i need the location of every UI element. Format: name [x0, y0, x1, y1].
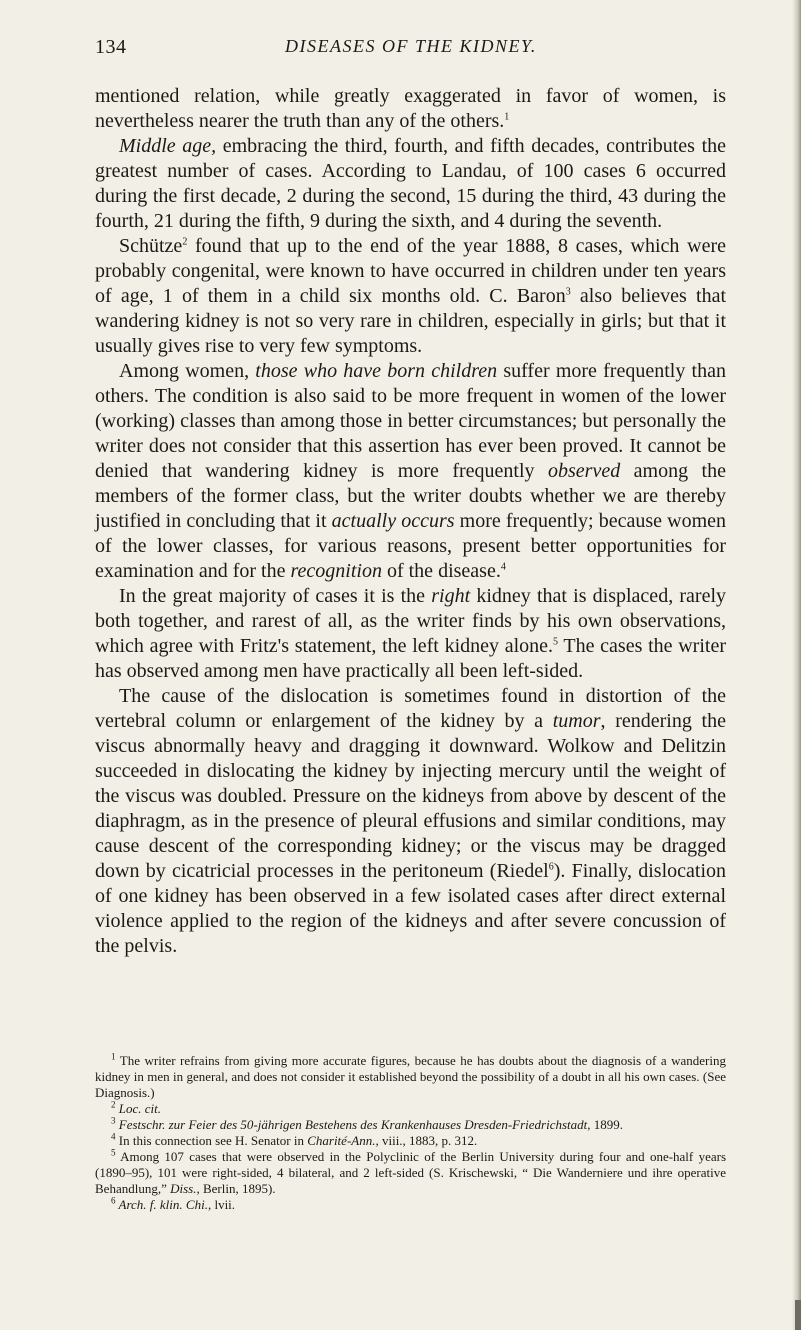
footnote: $^5$ Among 107 cases that were observed in the Polyclinic of the Berlin University during four and one-half years (1890–95), 101 were right-sided, 4 bilateral, and 2 left-sided (S. Krischewski, “ Die Wanderniere und ihre operative Behandlung,” Diss., Berlin, 1895).	[95, 1147, 726, 1196]
footnote: $^3$ Festschr. zur Feier des 50-jährigen Bestehens des Krankenhauses Dresden-Friedrichstadt, 1899.	[111, 1115, 624, 1132]
paragraph: Among women, those who have born children suffer more frequently than others. The condition is also said to be more frequent in women of the lower (working) classes than among those in better circumstances; but personally the writer does not consider that this assertion has ever been proved. It cannot be denied that wandering kidney is more frequently observed among the members of the former class, but the writer doubts whether we are thereby justified in concluding that it actually occurs more frequently; because women of the lower classes, for various reasons, present better opportunities for examination and for the recognition of the disease.$^4$	[95, 360, 726, 582]
footnote: $^1$ The writer refrains from giving more accurate figures, because he has doubts about the diagnosis of a wandering kidney in men in general, and does not consider it established beyond the possibility of a doubt in all his own cases. (See Diagnosis.)	[95, 1051, 726, 1100]
paragraph: mentioned relation, while greatly exaggerated in favor of women, is nevertheless nearer the truth than any of the others.$^1$	[95, 85, 726, 132]
footnote: $^4$ In this connection see H. Senator in Charité-Ann., viii., 1883, p. 312.	[111, 1131, 478, 1148]
footnote-ref: 4	[500, 561, 506, 573]
footnote-ref: 5	[553, 636, 559, 648]
page-edge-mark	[795, 1300, 801, 1330]
paragraph: Schütze$^2$ found that up to the end of the year 1888, 8 cases, which were probably congenital, were known to have occurred in children under ten years of age, 1 of them in a child six months old. C. Baron$^3$ also believes that wandering kidney is not so very rare in children, especially in girls; but that it usually gives rise to very few symptoms.	[95, 235, 727, 357]
footnote-ref: 6	[548, 861, 554, 873]
body-text	[95, 84, 726, 959]
running-title: DISEASES OF THE KIDNEY.	[285, 36, 537, 56]
footnote: $^2$ Loc. cit.	[111, 1099, 161, 1116]
page-number: 134	[95, 36, 127, 58]
footnote-ref: 3	[565, 286, 571, 298]
footnotes	[95, 1053, 726, 1213]
page-header	[95, 36, 735, 66]
paragraph: The cause of the dislocation is sometimes found in distortion of the vertebral column or enlargement of the kidney by a tumor, rendering the viscus abnormally heavy and dragging it downward. Wolkow and Delitzin succeeded in dislocating the kidney by injecting mercury until the weight of the viscus was doubled. Pressure on the kidneys from above by descent of the diaphragm, as in the presence of pleural effusions and similar conditions, may cause descent of the corresponding kidney; or the viscus may be dragged down by cicatricial processes in the peritoneum (Riedel$^6$). Finally, dislocation of one kidney has been observed in a few isolated cases after direct external violence applied to the region of the kidneys and after severe concussion of the pelvis.	[95, 685, 727, 957]
paragraph: In the great majority of cases it is the right kidney that is displaced, rarely both together, and rarest of all, as the writer finds by his own observations, which agree with Fritz's statement, the left kidney alone.$^5$ The cases the writer has observed among men have practically all been left-sided.	[95, 585, 727, 682]
paragraph: Middle age, embracing the third, fourth, and fifth decades, contributes the greatest number of cases. According to Landau, of 100 cases 6 occurred during the first decade, 2 during the second, 15 during the third, 43 during the fourth, 21 during the fifth, 9 during the sixth, and 4 during the seventh.	[95, 135, 727, 232]
footnote: $^6$ Arch. f. klin. Chi., lvii.	[111, 1195, 236, 1212]
footnote-ref: 1	[504, 111, 510, 123]
footnote-ref: 2	[182, 236, 188, 248]
page-edge-shadow	[792, 0, 801, 1330]
